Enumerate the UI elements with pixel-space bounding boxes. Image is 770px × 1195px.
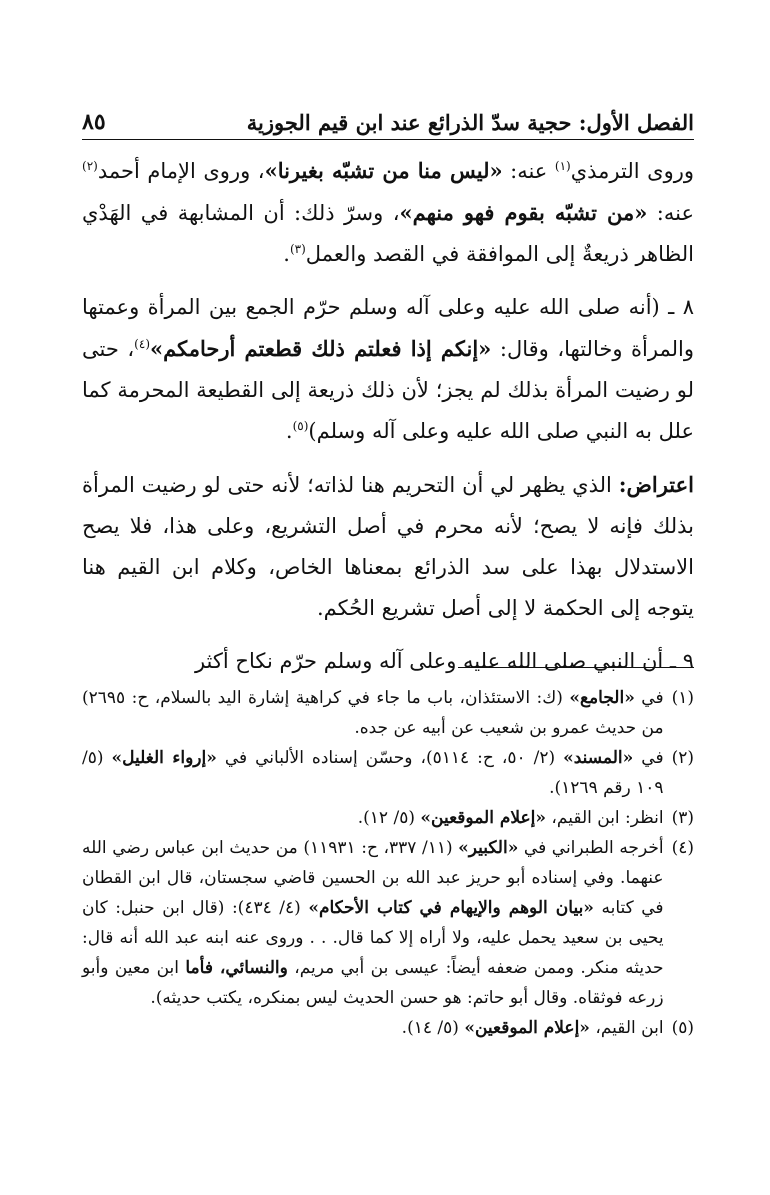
text-run: انظر: ابن القيم، [546, 808, 664, 828]
text-run: ، حتى لو رضيت المرأة بذلك لم يجز؛ لأن ذلك ذريعة إلى القطيعة المحرمة كما علل به النبي صلى الله عليه وعلى آله وسلم) [82, 337, 694, 443]
hadith-quote: «من تشبّه بقوم فهو منهم» [399, 200, 648, 225]
footnote-number: (٥) [671, 1018, 694, 1038]
text-run: الذي يظهر لي أن التحريم هنا لذاته؛ لأنه حتى لو رضيت المرأة بذلك فإنه لا يصح؛ لأنه محرم في أصل التشريع، وعلى هذا، فلا يصح الاستدلال بهذا على سد الذرائع بمعناها الخاص، وكلام ابن القيم هنا يتوجه إلى الحكمة لا إلى أصل تشريع الحُكم. [82, 473, 694, 620]
footnote-4 [82, 833, 694, 1013]
source-title: «الكبير» [458, 838, 519, 858]
footnote-number: (٣) [671, 808, 694, 828]
text-run: ٩ ـ أن النبي صلى الله عليه وعلى آله وسلم حرّم نكاح أكثر [194, 649, 694, 673]
footnote-ref: (٢) [82, 159, 98, 173]
text-run: وروى الترمذي [570, 159, 694, 183]
footnote-3 [82, 803, 694, 833]
running-title: الفصل الأول: حجية سدّ الذرائع عند ابن قيم الجوزية [246, 110, 694, 135]
source-title: «بيان الوهم والإيهام في كتاب الأحكام» [308, 898, 594, 918]
text-run: (٥/ ١٢). [357, 808, 421, 828]
footnote-ref: (٥) [292, 419, 309, 433]
text-run: (٢/ ٥٠، ح: ٥١١٤)، وحسّن إسناده الألباني في [216, 748, 564, 768]
text-run: . [283, 242, 290, 266]
footnotes [82, 683, 694, 1043]
footnote-text [82, 683, 664, 743]
text-run: (٥/ ١٠٩ رقم ١٢٦٩). [82, 748, 664, 798]
text-run: (٤/ ٤٣٤): (قال ابن حنبل: كان يحيى بن سعيد يحمل عليه، ولا أراه إلا كما قال. . . وروى عنه ابنه عبد الله أنه قال: حديثه منكر. وممن ضعفه أيضاً: عيسى بن أبي مريم، [82, 898, 664, 978]
source-title: «إرواء الغليل» [111, 748, 217, 768]
text-run: في [633, 748, 664, 768]
text-run: ابن القيم، [589, 1018, 664, 1038]
text-run: ٨ ـ (أنه صلى الله عليه وعلى آله وسلم حرّم الجمع بين المرأة وعمتها والمرأة وخالتها، وقال: [82, 295, 694, 361]
footnote-separator [458, 667, 694, 668]
paragraph-2 [82, 287, 694, 452]
footnote-text [82, 833, 664, 1013]
source-title: «الجامع» [569, 688, 635, 708]
source-title: «المسند» [563, 748, 634, 768]
footnote-2 [82, 743, 694, 803]
hadith-quote: «إنكم إذا فعلتم ذلك قطعتم أرحامكم» [150, 336, 492, 361]
text-run: (ك: الاستئذان، باب ما جاء في كراهية إشارة اليد بالسلام، ح: ٢٦٩٥) من حديث عمرو بن شعيب عن أبيه عن جده. [82, 688, 664, 738]
objection-label: اعتراض: [618, 472, 694, 497]
footnote-ref: (٣) [289, 242, 306, 256]
footnote-number: (٤) [671, 838, 694, 858]
text-run: ، وسرّ ذلك: أن المشابهة في الهَدْي الظاهر ذريعةٌ إلى الموافقة في القصد والعمل [82, 201, 694, 266]
main-text [82, 150, 694, 694]
footnote-text [82, 803, 664, 833]
source-title: «إعلام الموقعين» [420, 808, 547, 828]
footnote-5 [82, 1013, 694, 1043]
hadith-quote: «ليس منا من تشبّه بغيرنا» [264, 158, 503, 183]
text-run: ، وروى الإمام أحمد [97, 159, 265, 183]
paragraph-1 [82, 150, 694, 275]
footnote-text [82, 743, 664, 803]
emphasis: والنسائي، فأما [185, 958, 288, 978]
paragraph-3 [82, 464, 694, 629]
footnote-number: (١) [671, 688, 694, 708]
text-run: عنه: [502, 159, 555, 183]
source-title: «إعلام الموقعين» [464, 1018, 590, 1038]
text-run: أخرجه الطبراني في [518, 838, 664, 858]
text-run: . [285, 419, 293, 443]
text-run: (٥/ ١٤). [401, 1018, 465, 1038]
footnote-text [82, 1013, 664, 1043]
text-run: (١١/ ٣٣٧، ح: ١١٩٣١) من حديث ابن عباس رضي الله عنهما. وفي إسناده أبو حريز عبد الله بن الحسين قاضي سجستان، قال ابن القطان في كتابه [82, 838, 664, 918]
page-number: ٨٥ [82, 109, 106, 135]
page-header [82, 96, 694, 140]
footnote-number: (٢) [671, 748, 694, 768]
text-run: في [634, 688, 664, 708]
footnote-1 [82, 683, 694, 743]
footnote-ref: (٤) [134, 337, 150, 351]
text-run: ابن معين وأبو زرعه فوثقاه. وقال أبو حاتم: هو حسن الحديث ليس بمنكره، يكتب حديثه). [82, 958, 664, 1008]
paragraph-4 [82, 641, 694, 682]
text-run: عنه: [647, 201, 694, 225]
footnote-ref: (١) [554, 159, 571, 173]
